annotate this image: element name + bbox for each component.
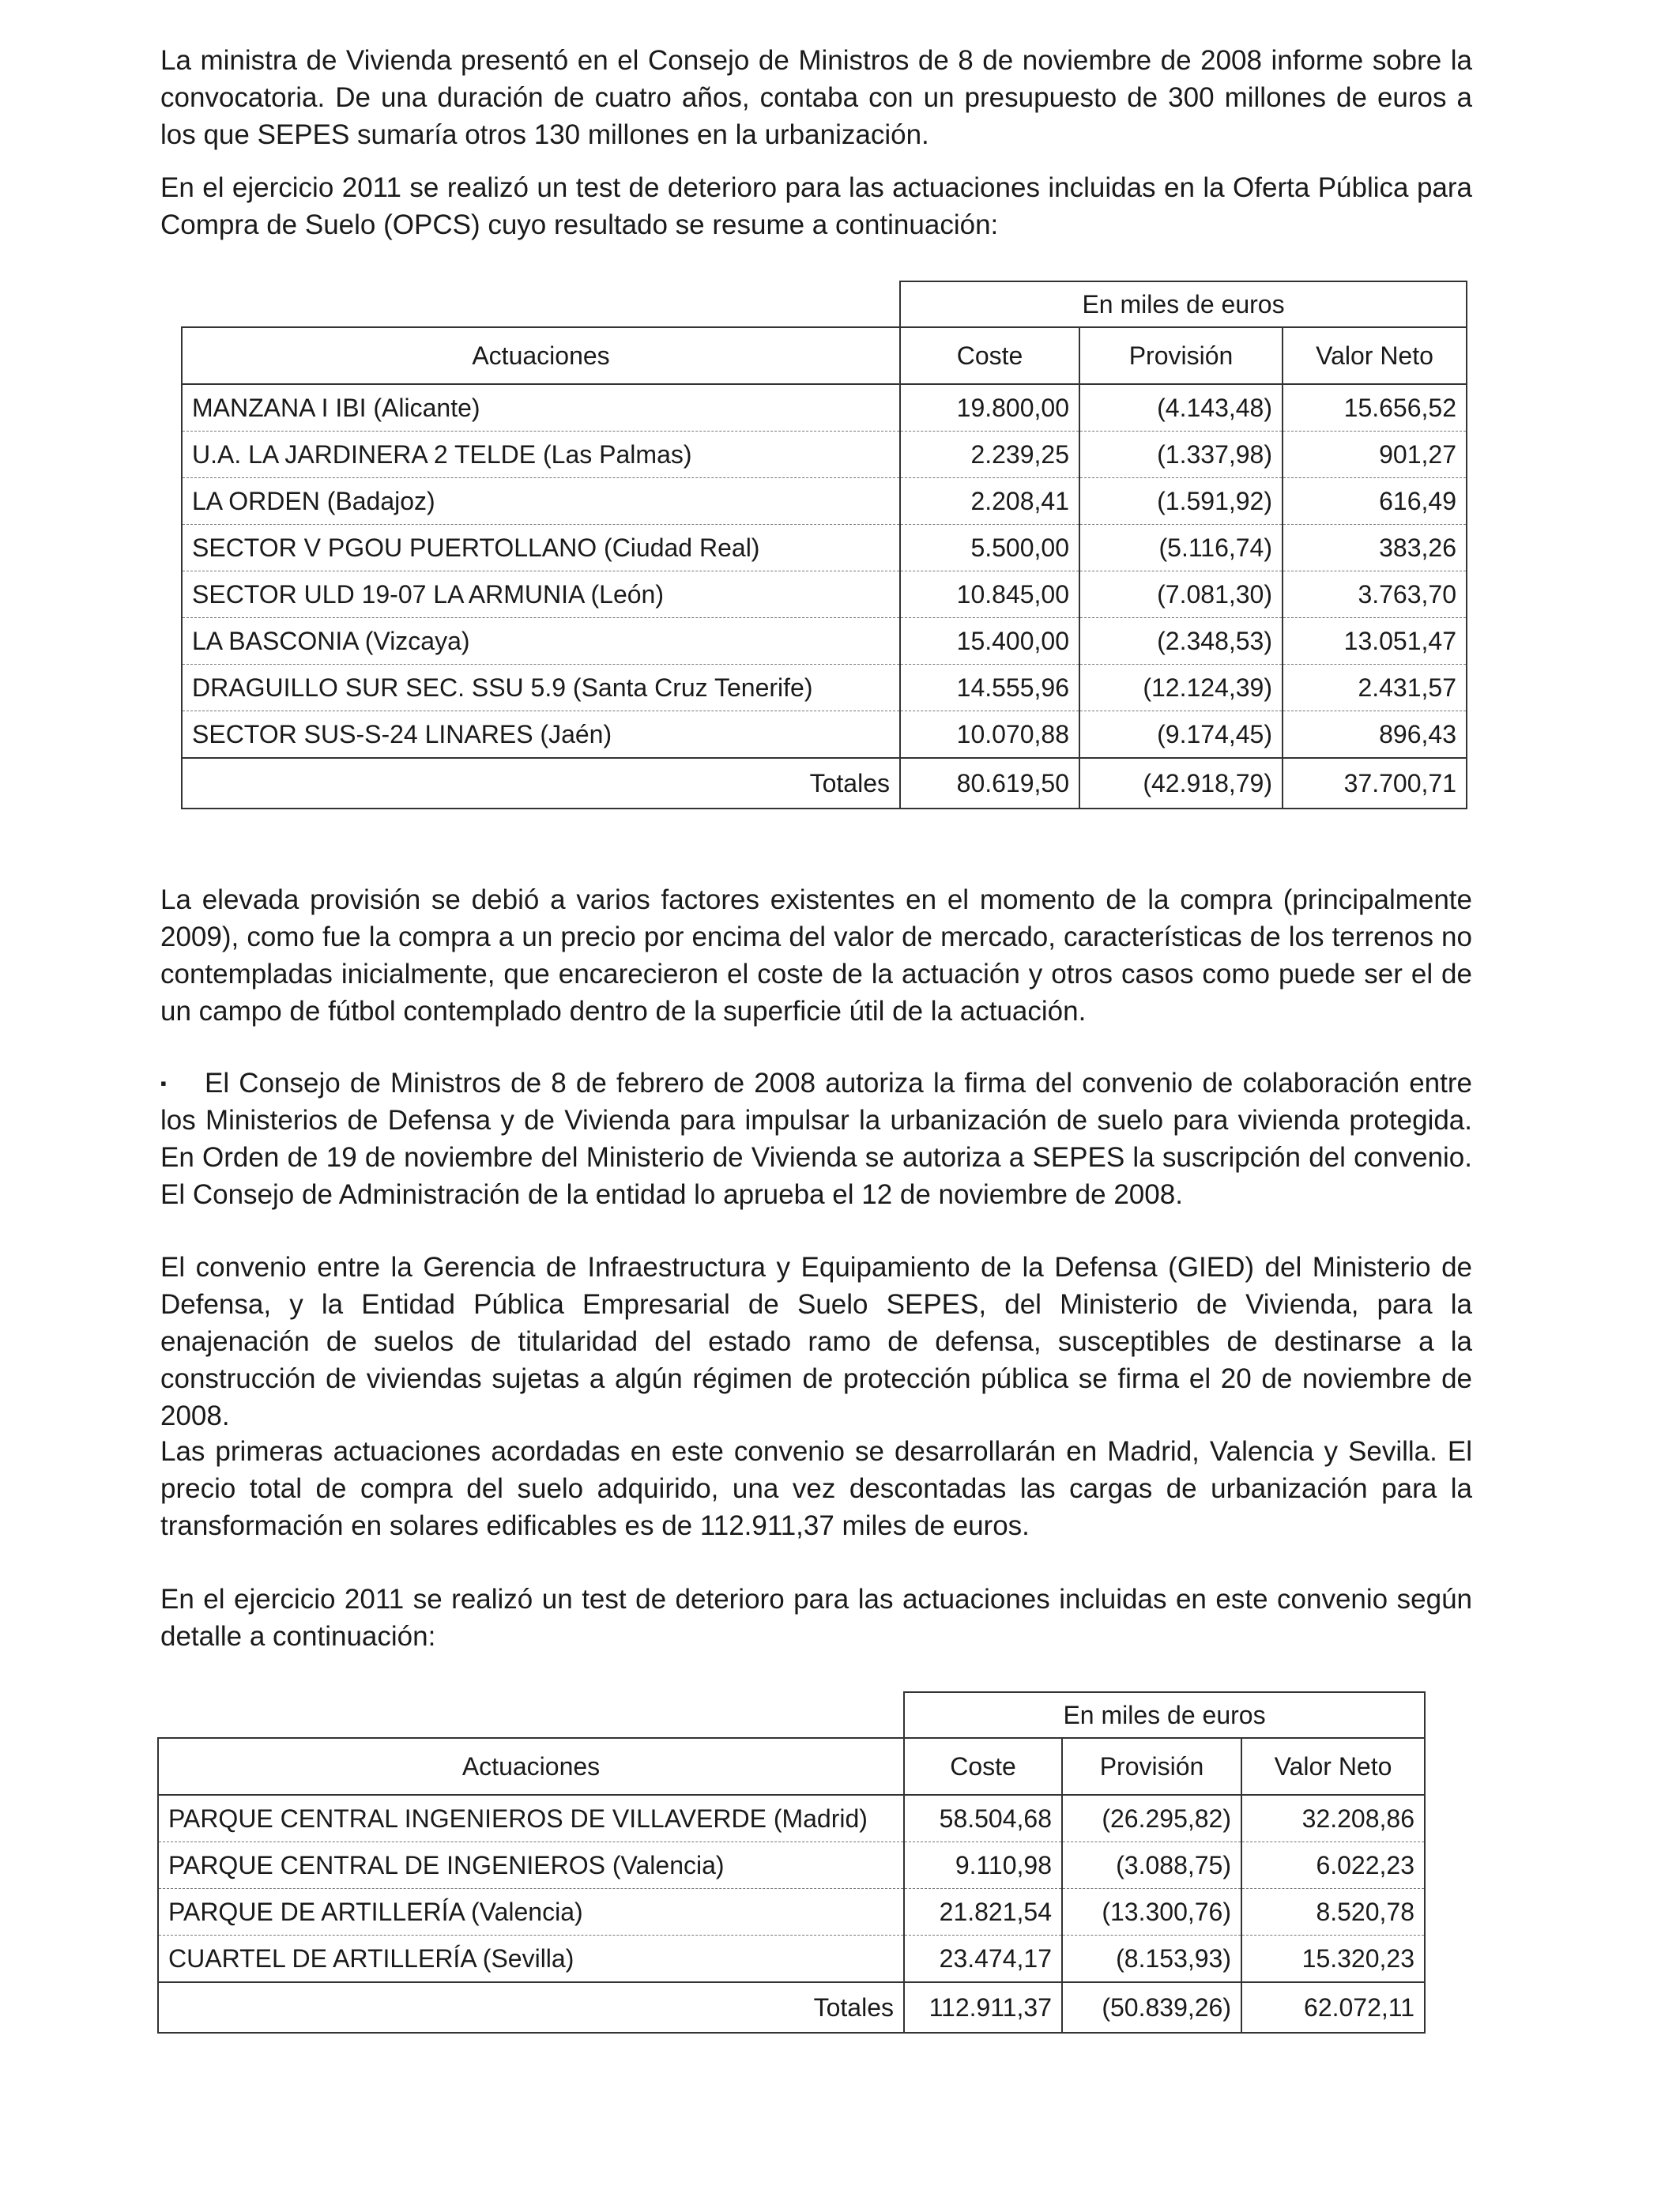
actuacion-name: SECTOR SUS-S-24 LINARES (Jaén) [182, 711, 900, 759]
table-row [158, 1842, 1425, 1889]
coste-value: 9.110,98 [904, 1842, 1062, 1889]
table-row [182, 478, 1467, 525]
convenio-impairment-table [157, 1691, 1426, 2034]
valor-neto-value: 13.051,47 [1283, 618, 1467, 665]
total-coste: 80.619,50 [900, 758, 1079, 809]
provision-value: (8.153,93) [1062, 1936, 1241, 1983]
valor-neto-value: 6.022,23 [1241, 1842, 1425, 1889]
total-coste: 112.911,37 [904, 1982, 1062, 2033]
totals-label: Totales [182, 758, 900, 809]
valor-neto-value: 15.320,23 [1241, 1936, 1425, 1983]
coste-value: 2.239,25 [900, 432, 1079, 478]
coste-value: 23.474,17 [904, 1936, 1062, 1983]
header-coste: Coste [900, 327, 1079, 384]
unit-row [182, 281, 1467, 327]
unit-label: En miles de euros [900, 281, 1467, 327]
paragraph-convenio-gied: El convenio entre la Gerencia de Infraestructura y Equipamiento de la Defensa (GIED) del Ministerio de Defensa, y la Entidad Pública Empresarial de Suelo SEPES, del Ministerio de Vivienda, para la enajenación de suelos de titularidad del estado ramo de defensa, susceptibles de destinarse a la construcción de viviendas sujetas a algún régimen de protección pública se firma el 20 de noviembre de 2008. [160, 1252, 1472, 1431]
actuacion-name: SECTOR V PGOU PUERTOLLANO (Ciudad Real) [182, 525, 900, 571]
paragraph-convenio-test: En el ejercicio 2011 se realizó un test de deterioro para las actuaciones incluidas en este convenio según detalle a continuación: [160, 1584, 1472, 1652]
table-row [182, 525, 1467, 571]
actuacion-name: LA BASCONIA (Vizcaya) [182, 618, 900, 665]
opcs-impairment-table [181, 281, 1467, 809]
header-row [158, 1738, 1425, 1795]
valor-neto-value: 3.763,70 [1283, 571, 1467, 618]
coste-value: 14.555,96 [900, 665, 1079, 711]
total-provision: (50.839,26) [1062, 1982, 1241, 2033]
valor-neto-value: 616,49 [1283, 478, 1467, 525]
coste-value: 10.070,88 [900, 711, 1079, 759]
valor-neto-value: 15.656,52 [1283, 384, 1467, 432]
actuacion-name: PARQUE CENTRAL DE INGENIEROS (Valencia) [158, 1842, 904, 1889]
coste-value: 21.821,54 [904, 1889, 1062, 1936]
header-provision: Provisión [1079, 327, 1283, 384]
valor-neto-value: 32.208,86 [1241, 1795, 1425, 1842]
provision-value: (3.088,75) [1062, 1842, 1241, 1889]
paragraph-convenio-bullet [160, 1065, 1472, 1213]
actuacion-name: MANZANA I IBI (Alicante) [182, 384, 900, 432]
table-row [182, 711, 1467, 759]
header-row [182, 327, 1467, 384]
header-coste: Coste [904, 1738, 1062, 1795]
provision-value: (9.174,45) [1079, 711, 1283, 759]
coste-value: 5.500,00 [900, 525, 1079, 571]
table-row [158, 1889, 1425, 1936]
actuacion-name: PARQUE DE ARTILLERÍA (Valencia) [158, 1889, 904, 1936]
valor-neto-value: 896,43 [1283, 711, 1467, 759]
table-row [158, 1795, 1425, 1842]
header-actuaciones: Actuaciones [158, 1738, 904, 1795]
header-valor-neto: Valor Neto [1283, 327, 1467, 384]
actuacion-name: CUARTEL DE ARTILLERÍA (Sevilla) [158, 1936, 904, 1983]
coste-value: 2.208,41 [900, 478, 1079, 525]
bullet-square-icon: ▪ [160, 1073, 167, 1093]
paragraph-intro: La ministra de Vivienda presentó en el Consejo de Ministros de 8 de noviembre de 2008 informe sobre la convocatoria. De una duración de cuatro años, contaba con un presupuesto de 300 millones de euros a los que SEPES sumaría otros 130 millones en la urbanización. [160, 45, 1472, 150]
actuacion-name: LA ORDEN (Badajoz) [182, 478, 900, 525]
table-row [158, 1936, 1425, 1983]
header-actuaciones: Actuaciones [182, 327, 900, 384]
provision-value: (7.081,30) [1079, 571, 1283, 618]
bullet-text: El Consejo de Ministros de 8 de febrero de 2008 autoriza la firma del convenio de colaboración entre los Ministerios de Defensa y de Vivienda para impulsar la urbanización de suelo para vivienda protegida. En Orden de 19 de noviembre del Ministerio de Vivienda se autoriza a SEPES la suscripción del convenio. El Consejo de Administración de la entidad lo aprueba el 12 de noviembre de 2008. [160, 1068, 1472, 1210]
provision-value: (2.348,53) [1079, 618, 1283, 665]
total-valor-neto: 62.072,11 [1241, 1982, 1425, 2033]
provision-value: (1.337,98) [1079, 432, 1283, 478]
valor-neto-value: 383,26 [1283, 525, 1467, 571]
header-valor-neto: Valor Neto [1241, 1738, 1425, 1795]
provision-value: (5.116,74) [1079, 525, 1283, 571]
valor-neto-value: 901,27 [1283, 432, 1467, 478]
paragraph-provision-reasons: La elevada provisión se debió a varios factores existentes en el momento de la compra (principalmente 2009), como fue la compra a un precio por encima del valor de mercado, características de los terrenos no contempladas inicialmente, que encarecieron el coste de la actuación y otros casos como puede ser el de un campo de fútbol contemplado dentro de la superficie útil de la actuación. [160, 884, 1472, 1027]
valor-neto-value: 2.431,57 [1283, 665, 1467, 711]
coste-value: 15.400,00 [900, 618, 1079, 665]
paragraph-opcs-test: En el ejercicio 2011 se realizó un test de deterioro para las actuaciones incluidas en la Oferta Pública para Compra de Suelo (OPCS) cuyo resultado se resume a continuación: [160, 172, 1472, 240]
valor-neto-value: 8.520,78 [1241, 1889, 1425, 1936]
table-row [182, 618, 1467, 665]
provision-value: (26.295,82) [1062, 1795, 1241, 1842]
total-provision: (42.918,79) [1079, 758, 1283, 809]
provision-value: (1.591,92) [1079, 478, 1283, 525]
actuacion-name: SECTOR ULD 19-07 LA ARMUNIA (León) [182, 571, 900, 618]
actuacion-name: PARQUE CENTRAL INGENIEROS DE VILLAVERDE (Madrid) [158, 1795, 904, 1842]
provision-value: (12.124,39) [1079, 665, 1283, 711]
actuacion-name: U.A. LA JARDINERA 2 TELDE (Las Palmas) [182, 432, 900, 478]
paragraph-primeras-actuaciones: Las primeras actuaciones acordadas en este convenio se desarrollarán en Madrid, Valencia y Sevilla. El precio total de compra del suelo adquirido, una vez descontadas las cargas de urbanización para la transformación en solares edificables es de 112.911,37 miles de euros. [160, 1436, 1472, 1541]
total-valor-neto: 37.700,71 [1283, 758, 1467, 809]
table-row [182, 571, 1467, 618]
unit-row [158, 1692, 1425, 1738]
provision-value: (4.143,48) [1079, 384, 1283, 432]
totals-label: Totales [158, 1982, 904, 2033]
coste-value: 19.800,00 [900, 384, 1079, 432]
table-row [182, 665, 1467, 711]
actuacion-name: DRAGUILLO SUR SEC. SSU 5.9 (Santa Cruz Tenerife) [182, 665, 900, 711]
totals-row [158, 1982, 1425, 2033]
header-provision: Provisión [1062, 1738, 1241, 1795]
unit-label: En miles de euros [904, 1692, 1425, 1738]
table-row [182, 384, 1467, 432]
totals-row [182, 758, 1467, 809]
coste-value: 58.504,68 [904, 1795, 1062, 1842]
table-row [182, 432, 1467, 478]
coste-value: 10.845,00 [900, 571, 1079, 618]
provision-value: (13.300,76) [1062, 1889, 1241, 1936]
